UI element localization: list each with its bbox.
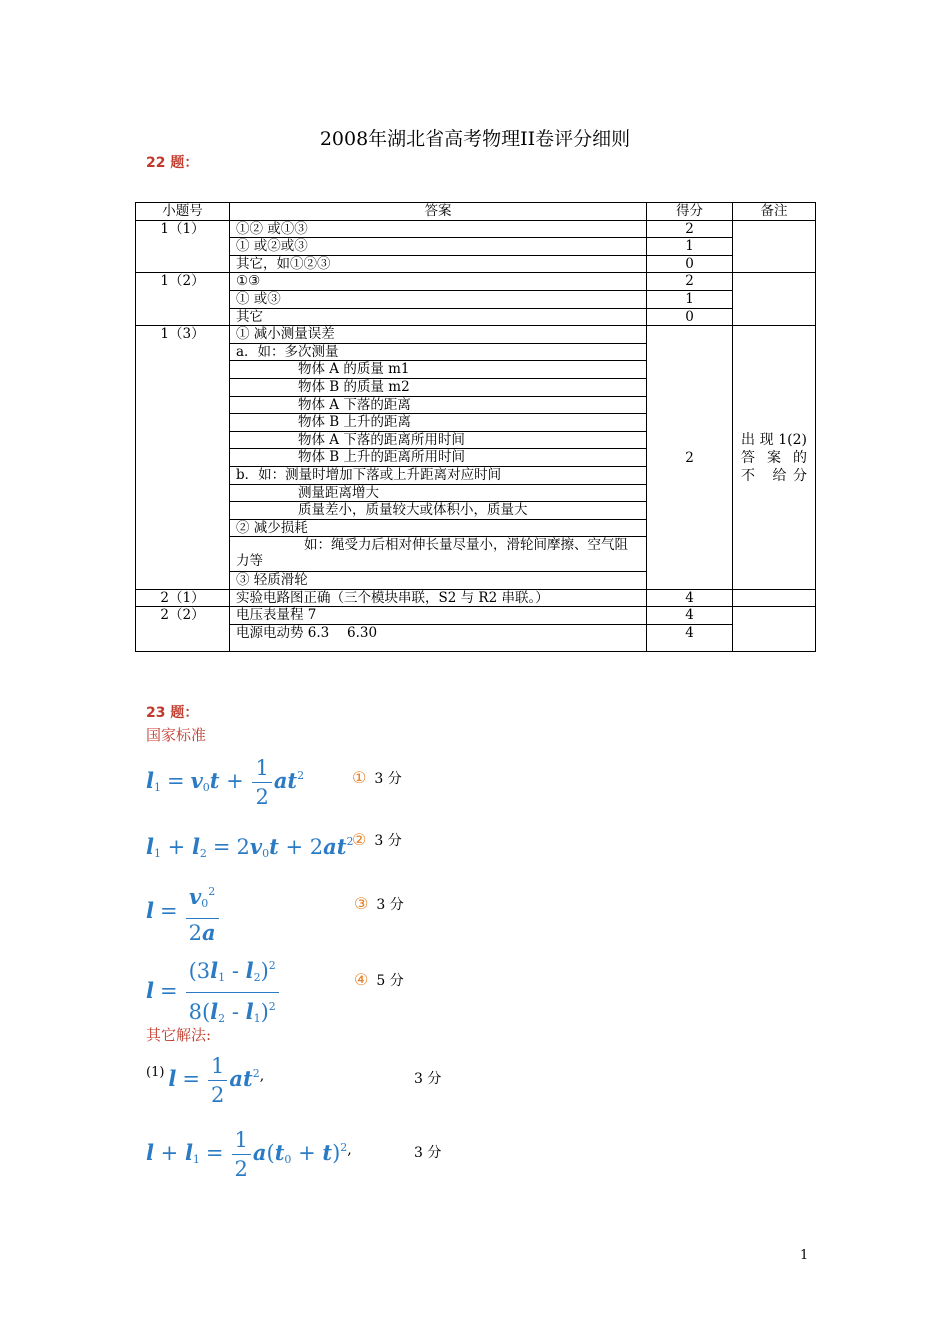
other-method-label: 其它解法: (146, 1026, 212, 1044)
formula-4: l = $\frac{(3l_1 - l_2)^2}{8(l_2 - l_1)^2}$ (146, 954, 281, 1031)
answer-cell: b．如：测量时增加下落或上升距离对应时间 (230, 466, 647, 484)
table-row (136, 308, 816, 326)
formula-3-score: ③ 3 分 (354, 894, 404, 913)
answer-cell: ① 或③ (230, 290, 647, 308)
table-row (136, 255, 816, 273)
note-cell (733, 607, 816, 652)
header-score: 得分 (647, 203, 733, 221)
answer-cell: ①③ (230, 273, 647, 291)
answer-cell: 质量差小，质量较大或体积小，质量大 (230, 502, 647, 520)
score-cell: 2 (647, 326, 733, 590)
table-row (136, 273, 816, 291)
answer-cell: ① 或②或③ (230, 238, 647, 256)
item-no: 1（3） (136, 326, 230, 590)
formula-3: l = $\frac{v_0^2}{2a}$ (146, 880, 221, 945)
answer-cell: 物体 A 下落的距离所用时间 (230, 431, 647, 449)
item-no: 2（1） (136, 589, 230, 607)
score-cell: 4 (647, 607, 733, 625)
score-cell: 2 (647, 220, 733, 238)
item-no: 1（2） (136, 273, 230, 326)
score-cell: 1 (647, 290, 733, 308)
table-row (136, 625, 816, 652)
alt-formula-1: $^{(1)}$ l = $\frac{1}{2}$ $at^{2,}$ (146, 1054, 265, 1107)
mark-4: ④ (354, 970, 369, 989)
table-header-row (136, 203, 816, 221)
formula-1-score: ① 3 分 (352, 768, 402, 787)
answer-cell: 其它 (230, 308, 647, 326)
answer-cell: 物体 B 上升的距离 (230, 414, 647, 432)
answer-cell: ③ 轻质滑轮 (230, 572, 647, 590)
answer-cell: 如：绳受力后相对伸长量尽量小，滑轮间摩擦、空气阻力等 (230, 537, 647, 572)
header-answer: 答案 (230, 203, 647, 221)
note-cell (733, 273, 816, 326)
formula-4-score: ④ 5 分 (354, 970, 404, 989)
answer-cell: 其它，如①②③ (230, 255, 647, 273)
score-cell: 0 (647, 255, 733, 273)
item-no: 1（1） (136, 220, 230, 273)
q22-score-table (135, 202, 816, 652)
score-cell: 4 (647, 589, 733, 607)
score-cell: 2 (647, 273, 733, 291)
standard-label: 国家标准 (146, 726, 207, 744)
answer-cell: a．如：多次测量 (230, 343, 647, 361)
table-row (136, 238, 816, 256)
formula-2-score: ② 3 分 (352, 830, 402, 849)
mark-2: ② (352, 830, 367, 849)
answer-cell: 物体 A 下落的距离 (230, 396, 647, 414)
formula-2: $l_1 + l_2 = 2v_0t + 2at^2$ (146, 834, 354, 860)
answer-cell: 物体 A 的质量 m1 (230, 361, 647, 379)
table-row (136, 290, 816, 308)
page-title: 2008年湖北省高考物理II卷评分细则 (319, 128, 631, 150)
alt-formula-1-score: 3 分 (414, 1071, 442, 1087)
alt-formula-2: $l + l_1$ = $\frac{1}{2}$ $a(t_0 + t)^{2,}$ (146, 1128, 352, 1181)
table-row (136, 589, 816, 607)
note-cell (733, 589, 816, 607)
answer-cell: 电压表量程 7 (230, 607, 647, 625)
answer-cell: ① 减小测量误差 (230, 326, 647, 344)
answer-cell: 电源电动势 6.3 6.30 (230, 625, 647, 652)
answer-cell: 物体 B 的质量 m2 (230, 378, 647, 396)
q23-heading: 23 题： (146, 705, 199, 721)
table-row (136, 220, 816, 238)
answer-cell: ② 减少损耗 (230, 519, 647, 537)
mark-3: ③ (354, 894, 369, 913)
page-number: 1 (800, 1248, 809, 1263)
table-row (136, 326, 816, 344)
header-note: 备注 (733, 203, 816, 221)
formula-1: $l_1 = v_0t$ + $\frac{1}{2}$ $at^2$ (146, 756, 305, 809)
mark-1: ① (352, 768, 367, 787)
table-row (136, 607, 816, 625)
answer-cell: 测量距离增大 (230, 484, 647, 502)
note-cell: 出 现 1(2) 答 案 的 不 给分 (733, 326, 816, 590)
q22-heading: 22 题： (146, 155, 199, 171)
answer-cell: 实验电路图正确（三个模块串联，S2 与 R2 串联。） (230, 589, 647, 607)
score-cell: 0 (647, 308, 733, 326)
alt-formula-2-score: 3 分 (414, 1145, 442, 1161)
header-no: 小题号 (136, 203, 230, 221)
note-cell (733, 220, 816, 273)
score-cell: 1 (647, 238, 733, 256)
answer-cell: 物体 B 上升的距离所用时间 (230, 449, 647, 467)
score-cell: 4 (647, 625, 733, 652)
answer-cell: ①② 或①③ (230, 220, 647, 238)
item-no: 2（2） (136, 607, 230, 652)
